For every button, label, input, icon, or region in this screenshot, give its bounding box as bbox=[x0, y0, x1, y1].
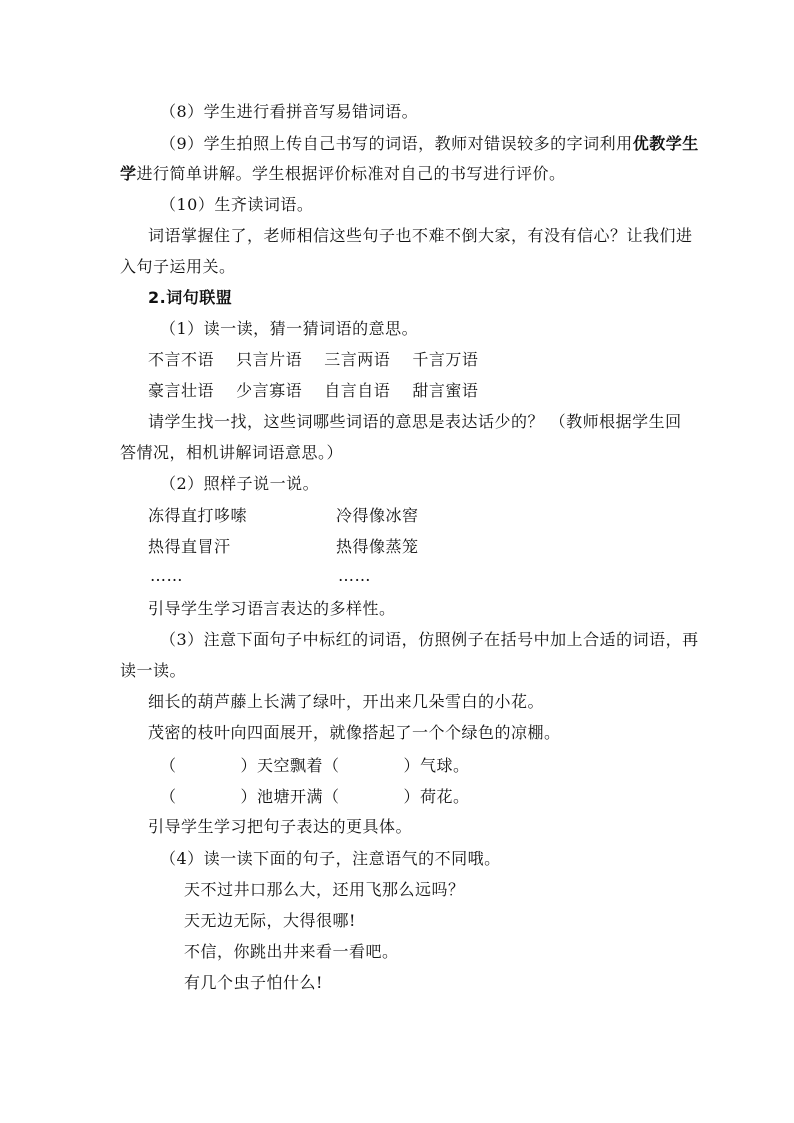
question-1-task-line-2: 答情况，相机讲解词语意思。） bbox=[120, 443, 344, 462]
word: 千言万语 bbox=[412, 350, 479, 369]
word: 自言自语 bbox=[324, 381, 391, 400]
word: 不言不语 bbox=[148, 350, 215, 369]
fill-in-2 bbox=[160, 786, 470, 808]
question-3-line-1: （3）注意下面句子中标红的词语，仿照例子在括号中加上合适的词语，再 bbox=[160, 630, 699, 649]
pair-left: 冻得直打哆嗦 bbox=[148, 506, 248, 525]
question-4: （4）读一读下面的句子，注意语气的不同哦。 bbox=[160, 849, 501, 868]
question-1-task-line-1: 请学生找一找，这些词哪些词语的意思是表达话少的？ （教师根据学生回 bbox=[148, 412, 682, 431]
word: 少言寡语 bbox=[236, 381, 303, 400]
words-row-2 bbox=[148, 380, 478, 402]
example-sentence-1: 细长的葫芦藤上长满了绿叶，开出来几朵雪白的小花。 bbox=[148, 692, 545, 711]
pair-right: …… bbox=[338, 566, 371, 585]
item-8: （8）学生进行看拼音写易错词语。 bbox=[160, 102, 419, 121]
transition-line-1: 词语掌握住了，老师相信这些句子也不难不倒大家，有没有信心？让我们进 bbox=[148, 226, 693, 245]
question-2: （2）照样子说一说。 bbox=[160, 474, 320, 493]
sentence: 天不过井口那么大，还用飞那么远吗？ bbox=[184, 880, 465, 899]
example-sentence-2: 茂密的枝叶向四面展开，就像搭起了一个个绿色的凉棚。 bbox=[148, 723, 561, 742]
pair-left: …… bbox=[150, 566, 183, 585]
section-heading: 2.词句联盟 bbox=[148, 288, 233, 307]
transition-line-2: 入句子运用关。 bbox=[120, 257, 236, 276]
sentence: 天无边无际，大得很哪! bbox=[184, 911, 356, 930]
question-1: （1）读一读，猜一猜词语的意思。 bbox=[160, 319, 419, 338]
fill-text-end: ）气球。 bbox=[403, 756, 470, 775]
word: 三言两语 bbox=[324, 350, 391, 369]
words-row-1 bbox=[148, 349, 478, 371]
pair-right: 热得像蒸笼 bbox=[336, 537, 419, 556]
question-3-line-2: 读一读。 bbox=[120, 661, 187, 680]
question-3-note: 引导学生学习把句子表达的更具体。 bbox=[148, 817, 413, 836]
sentence: 有几个虫子怕什么! bbox=[184, 973, 323, 992]
item-9 bbox=[160, 133, 699, 155]
pair-right: 冷得像冰窖 bbox=[336, 506, 419, 525]
item-9-cont-text: 进行简单讲解。学生根据评价标准对自己的书写进行评价。 bbox=[136, 164, 566, 183]
fill-text-end: ）荷花。 bbox=[403, 787, 470, 806]
bracket-open: （ bbox=[160, 756, 177, 775]
item-9-text: （9）学生拍照上传自己书写的词语，教师对错误较多的字词利用 bbox=[160, 134, 633, 153]
word: 甜言蜜语 bbox=[412, 381, 479, 400]
word: 只言片语 bbox=[236, 350, 303, 369]
item-9-bold-text: 优教学生 bbox=[632, 134, 699, 153]
question-2-note: 引导学生学习语言表达的多样性。 bbox=[148, 599, 396, 618]
pair-left: 热得直冒汗 bbox=[148, 537, 231, 556]
item-9-bold-cont: 学 bbox=[120, 164, 137, 183]
bracket-open: （ bbox=[160, 787, 177, 806]
item-10: （10）生齐读词语。 bbox=[160, 195, 314, 214]
word: 豪言壮语 bbox=[148, 381, 215, 400]
sentence: 不信，你跳出井来看一看吧。 bbox=[184, 942, 399, 961]
fill-text: ）池塘开满（ bbox=[240, 787, 340, 806]
fill-in-1 bbox=[160, 755, 470, 777]
item-9-continued bbox=[120, 163, 566, 185]
fill-text: ）天空飘着（ bbox=[240, 756, 340, 775]
